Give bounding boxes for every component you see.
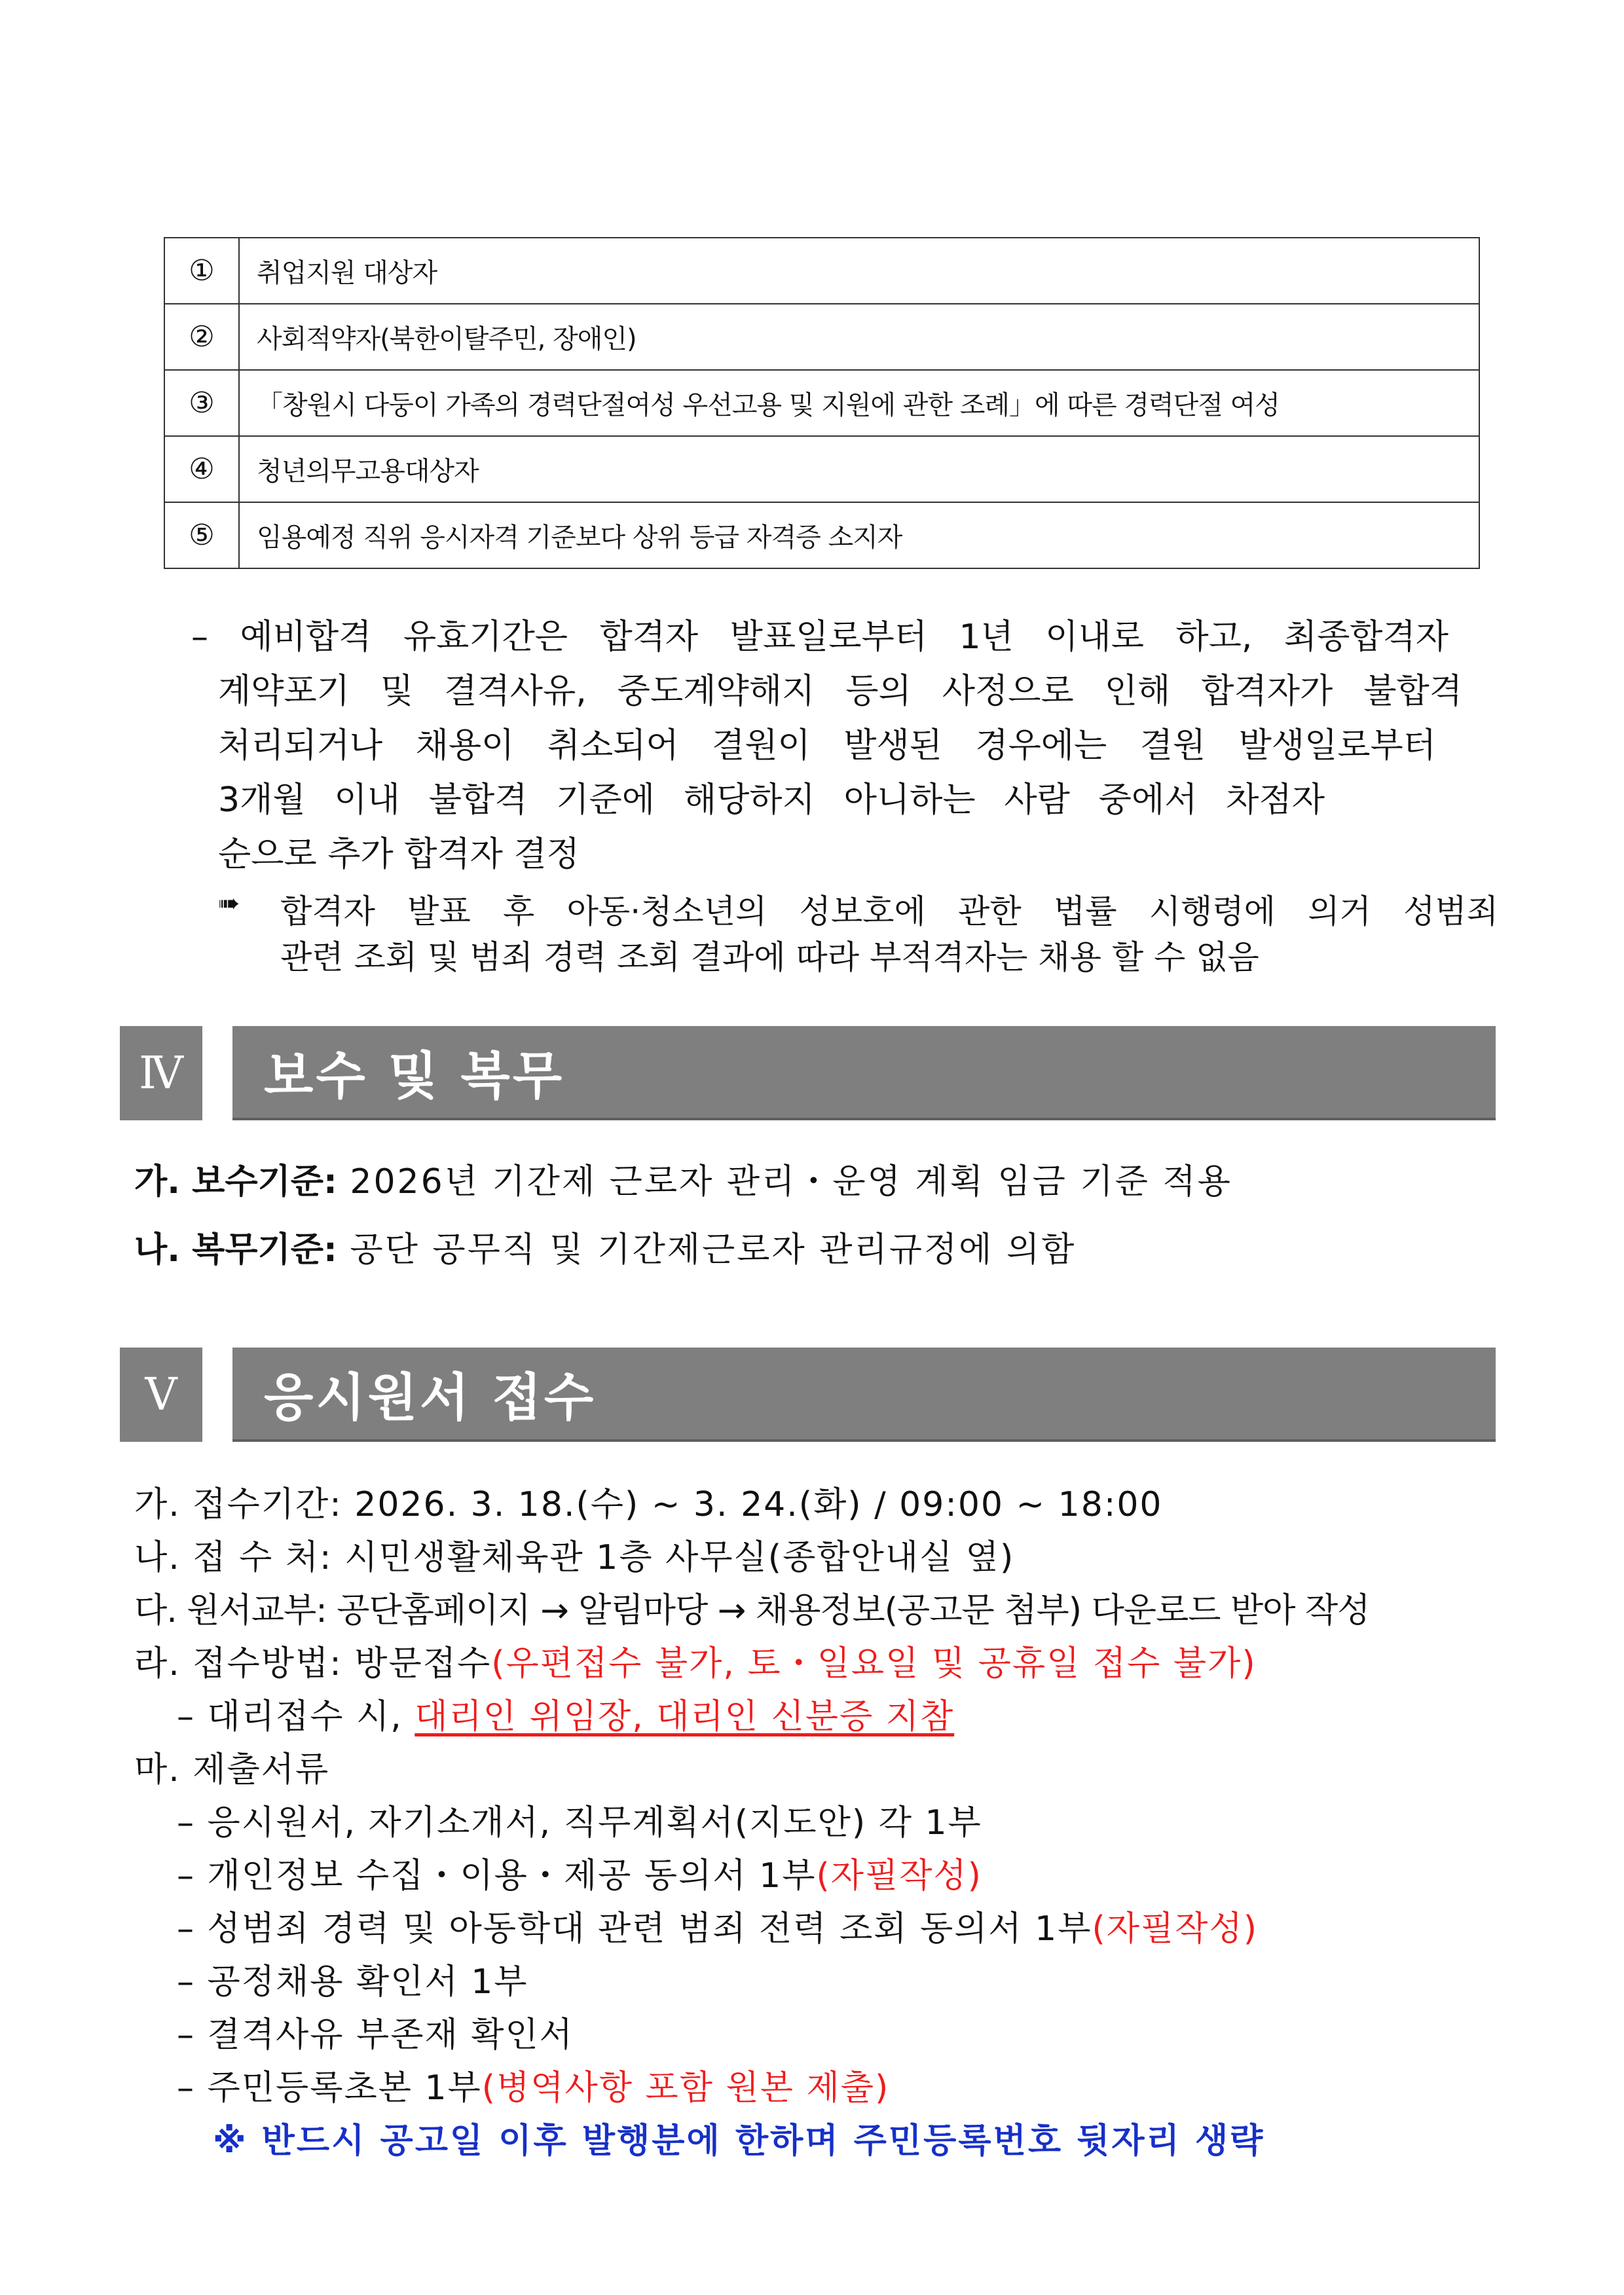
document-text: – 결격사유 부존재 확인서	[177, 2015, 574, 2055]
reserve-note-line-1: 합격자 발표 후 아동·청소년의 성보호에 관한 법률 시행령에 의거 성범죄	[280, 892, 1498, 930]
reserve-line-1: – 예비합격 유효기간은 합격자 발표일로부터 1년 이내로 하고, 최종합격자	[191, 617, 1449, 657]
priority-table	[164, 237, 1480, 569]
proxy-reception	[177, 1689, 954, 1738]
table-row	[164, 436, 1479, 502]
document-item	[177, 1954, 528, 2003]
table-row	[164, 304, 1479, 370]
section-4-number: Ⅳ	[120, 1026, 202, 1120]
row-number: ②	[164, 304, 239, 370]
document-item	[177, 2007, 574, 2056]
document-text: – 개인정보 수집・이용・제공 동의서 1부	[177, 1856, 817, 1896]
reserve-line-2: 계약포기 및 결격사유, 중도계약해지 등의 사정으로 인해 합격자가 불합격	[218, 672, 1462, 711]
row-number: ③	[164, 370, 239, 436]
row-text: 사회적약자(북한이탈주민, 장애인)	[239, 304, 1479, 370]
row-number: ④	[164, 436, 239, 502]
row-text: 임용예정 직위 응시자격 기준보다 상위 등급 자격증 소지자	[239, 502, 1479, 568]
reserve-line-4: 3개월 이내 불합격 기준에 해당하지 아니하는 사람 중에서 차점자	[218, 780, 1325, 820]
document-note: (자필작성)	[816, 1856, 982, 1896]
proxy-reception-note: 대리인 위임장, 대리인 신분증 지참	[415, 1697, 955, 1736]
final-note: ※ 반드시 공고일 이후 발행분에 한하며 주민등록번호 뒷자리 생략	[213, 2121, 1265, 2161]
document-item	[177, 1848, 982, 1897]
row-text: 「창원시 다둥이 가족의 경력단절여성 우선고용 및 지원에 관한 조례」에 따른 경력단절 여성	[239, 370, 1479, 436]
reception-method-label: 라. 접수방법: 방문접수	[134, 1644, 492, 1683]
reception-method-note: (우편접수 불가, 토・일요일 및 공휴일 접수 불가)	[491, 1644, 1257, 1683]
reception-method	[134, 1636, 1257, 1685]
pay-standard	[134, 1154, 1232, 1203]
table-row	[164, 502, 1479, 568]
proxy-reception-label: – 대리접수 시,	[177, 1697, 415, 1736]
row-text: 청년의무고용대상자	[239, 436, 1479, 502]
reception-period: 가. 접수기간: 2026. 3. 18.(수) ~ 3. 24.(화) / 09:00 ~ 18:00	[134, 1485, 1163, 1524]
section-5-title: 응시원서 접수	[232, 1348, 1496, 1442]
reserve-line-3: 처리되거나 채용이 취소되어 결원이 발생된 경우에는 결원 발생일로부터	[218, 726, 1436, 765]
section-5-number: Ⅴ	[120, 1348, 202, 1442]
table-row	[164, 370, 1479, 436]
row-number: ⑤	[164, 502, 239, 568]
document-text: – 주민등록초본 1부	[177, 2068, 482, 2108]
document-note: (자필작성)	[1092, 1909, 1258, 1949]
duty-standard-text: 공단 공무직 및 기간제근로자 관리규정에 의함	[337, 1230, 1077, 1270]
row-number: ①	[164, 238, 239, 304]
section-4-title: 보수 및 복무	[232, 1026, 1496, 1120]
duty-standard-label: 나. 복무기준:	[134, 1230, 337, 1270]
document-item	[177, 1795, 982, 1844]
table-row	[164, 238, 1479, 304]
document-text: – 응시원서, 자기소개서, 직무계획서(지도안) 각 1부	[177, 1803, 982, 1843]
document-item	[177, 2060, 889, 2109]
reserve-note-line-2: 관련 조회 및 범죄 경력 조회 결과에 따라 부적격자는 채용 할 수 없음	[280, 938, 1259, 976]
document-note: (병역사항 포함 원본 제출)	[481, 2068, 890, 2108]
reception-place: 나. 접 수 처: 시민생활체육관 1층 사무실(종합안내실 옆)	[134, 1538, 1015, 1577]
pay-standard-text: 2026년 기간제 근로자 관리・운영 계획 임금 기준 적용	[337, 1162, 1232, 1202]
reserve-line-5: 순으로 추가 합격자 결정	[218, 835, 580, 874]
document-text: – 공정채용 확인서 1부	[177, 1962, 528, 2002]
row-text: 취업지원 대상자	[239, 238, 1479, 304]
pay-standard-label: 가. 보수기준:	[134, 1162, 337, 1202]
form-distribution: 다. 원서교부: 공단홈페이지 → 알림마당 → 채용정보(공고문 첨부) 다운로드 받아 작성	[134, 1591, 1370, 1630]
document-text: – 성범죄 경력 및 아동학대 관련 범죄 전력 조회 동의서 1부	[177, 1909, 1092, 1949]
duty-standard	[134, 1222, 1076, 1271]
document-item	[177, 1901, 1258, 1950]
documents-title: 마. 제출서류	[134, 1750, 330, 1790]
arrow-icon: ➠	[218, 889, 240, 919]
